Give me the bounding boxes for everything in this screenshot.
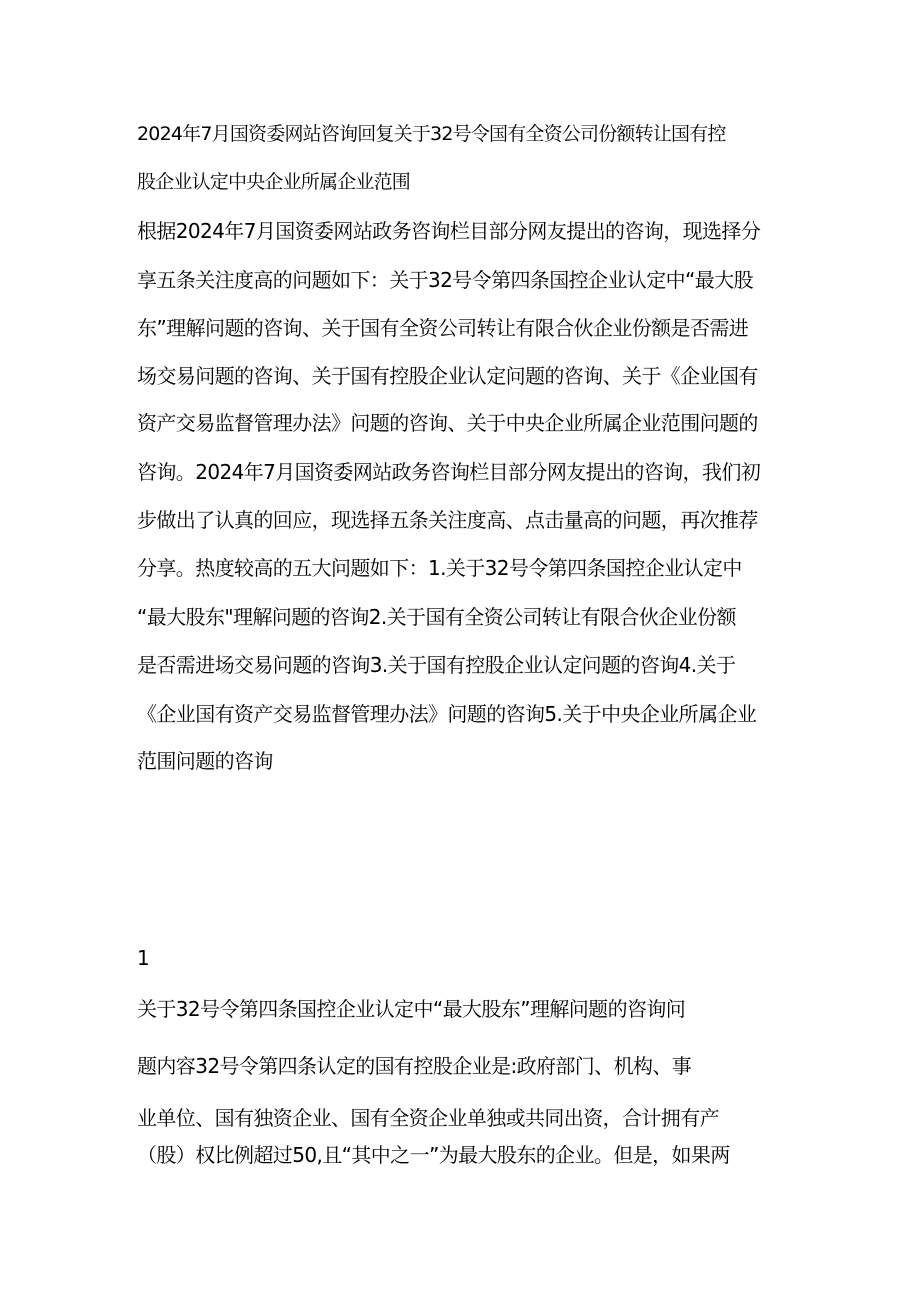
intro-paragraph-line-7: 步做出了认真的回应，现选择五条关注度高、点击量高的问题，再次推荐 — [137, 508, 758, 532]
section-line-4: （股）权比例超过50,且“其中之一”为最大股东的企业。但是，如果两 — [137, 1143, 730, 1167]
intro-paragraph-line-4: 场交易问题的咨询、关于国有控股企业认定问题的咨询、关于《企业国有 — [137, 364, 758, 388]
section-line-2: 题内容32号令第四条认定的国有控股企业是:政府部门、机构、事 — [137, 1054, 692, 1078]
intro-paragraph-line-5: 资产交易监督管理办法》问题的咨询、关于中央企业所属企业范围问题的 — [137, 411, 758, 435]
intro-paragraph-line-1: 根据2024年7月国资委网站政务咨询栏目部分网友提出的咨询，现选择分 — [137, 219, 761, 243]
document-title-line-1: 2024年7月国资委网站咨询回复关于32号令国有全资公司份额转让国有控 — [137, 123, 726, 145]
intro-paragraph-line-8: 分享。热度较高的五大问题如下：1.关于32号令第四条国控企业认定中 — [137, 556, 742, 580]
intro-paragraph-line-12: 范围问题的咨询 — [137, 749, 273, 773]
intro-paragraph-line-10: 是否需进场交易问题的咨询3.关于国有控股企业认定问题的咨询4.关于 — [137, 653, 736, 677]
section-line-1: 关于32号令第四条国控企业认定中“最大股东”理解问题的咨询问 — [137, 997, 686, 1021]
intro-paragraph-line-6: 咨询。2024年7月国资委网站政务咨询栏目部分网友提出的咨询，我们初 — [137, 460, 761, 484]
page-number: 1 — [137, 946, 150, 970]
intro-paragraph-line-2: 享五条关注度高的问题如下：关于32号令第四条国控企业认定中“最大股 — [137, 268, 754, 292]
intro-paragraph-line-9: “最大股东"理解问题的咨询2.关于国有全资公司转让有限合伙企业份额 — [137, 605, 736, 629]
intro-paragraph-line-11: 《企业国有资产交易监督管理办法》问题的咨询5.关于中央企业所属企业 — [137, 702, 757, 726]
document-title-line-2: 股企业认定中央企业所属企业范围 — [137, 171, 411, 193]
section-line-3: 业单位、国有独资企业、国有全资企业单独或共同出资，合计拥有产 — [137, 1106, 719, 1130]
intro-paragraph-line-3: 东”理解问题的咨询、关于国有全资公司转让有限合伙企业份额是否需进 — [137, 316, 749, 340]
